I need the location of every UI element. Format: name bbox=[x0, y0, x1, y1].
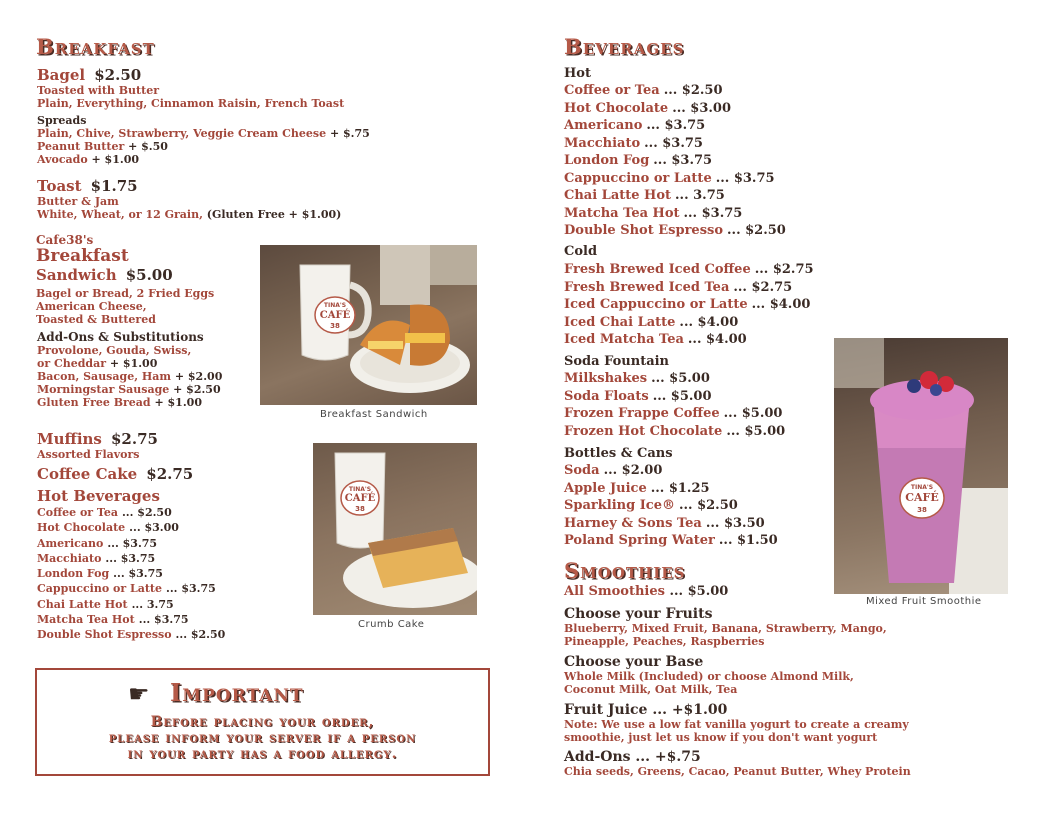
menu-item-price: ... $2.50 bbox=[663, 83, 723, 98]
menu-item-name: Iced Matcha Tea bbox=[564, 332, 684, 347]
cake-illustration bbox=[313, 443, 477, 615]
soda-fountain-menu bbox=[564, 370, 785, 440]
menu-item-price: ... $5.00 bbox=[652, 388, 712, 404]
breakfast-heading: Breakfast bbox=[36, 34, 155, 59]
sandwich-name1: Breakfast bbox=[36, 246, 129, 266]
cake-mug-text-2: CAFÉ bbox=[344, 493, 376, 504]
base-line1: Whole Milk (Included) or choose Almond Milk, bbox=[564, 670, 854, 683]
menu-item-name: Poland Spring Water bbox=[564, 533, 715, 548]
hot-beverages-block bbox=[37, 487, 225, 643]
menu-item bbox=[564, 222, 786, 240]
menu-item-name: Soda Floats bbox=[564, 388, 649, 404]
cold-label: Cold bbox=[564, 244, 598, 259]
menu-item-name: Apple Juice bbox=[564, 480, 647, 496]
beverages-heading: Beverages bbox=[564, 34, 685, 59]
juice-label: Fruit Juice ... +$1.00 bbox=[564, 702, 728, 718]
spreads-line2-price: + $.50 bbox=[128, 140, 168, 153]
addons-line5-price: + $1.00 bbox=[154, 396, 202, 409]
menu-item bbox=[564, 462, 778, 480]
juice-line1: Note: We use a low fat vanilla yogurt to create a creamy bbox=[564, 718, 909, 731]
menu-item-price: ... 3.75 bbox=[675, 188, 725, 203]
menu-item bbox=[37, 612, 225, 627]
sandwich-illustration bbox=[260, 245, 477, 405]
menu-item bbox=[564, 187, 786, 205]
coffeecake-name: Coffee Cake bbox=[37, 465, 138, 483]
menu-item bbox=[564, 296, 814, 314]
menu-item bbox=[564, 82, 786, 100]
menu-item bbox=[564, 405, 785, 423]
menu-item-name: Cappuccino or Latte bbox=[564, 170, 712, 186]
menu-item-name: Coffee or Tea bbox=[564, 83, 660, 98]
menu-item-name: Fresh Brewed Iced Tea bbox=[564, 279, 730, 295]
smoothie-addons-line1: Chia seeds, Greens, Cacao, Peanut Butter, Whey Protein bbox=[564, 765, 911, 778]
menu-item-name: Frozen Frappe Coffee bbox=[564, 406, 720, 421]
menu-item-name: Matcha Tea Hot bbox=[37, 613, 135, 627]
menu-item-price: ... $4.00 bbox=[679, 314, 739, 330]
toast-line2: White, Wheat, or 12 Grain, bbox=[37, 208, 203, 221]
all-smoothies-name: All Smoothies bbox=[564, 584, 665, 599]
toast-price: $1.75 bbox=[90, 177, 138, 195]
menu-item bbox=[564, 170, 786, 188]
menu-item-price: ... $3.75 bbox=[105, 551, 156, 565]
addons-line3: Bacon, Sausage, Ham bbox=[37, 370, 172, 383]
important-line1: Before placing your order, bbox=[150, 714, 375, 730]
sandwich-price: $5.00 bbox=[125, 266, 173, 284]
bottles-menu bbox=[564, 462, 778, 550]
muffins-block bbox=[37, 429, 158, 461]
juice-block bbox=[564, 702, 909, 744]
spreads-block bbox=[37, 114, 370, 166]
important-line3: in your party has a food allergy. bbox=[127, 746, 398, 762]
mug-text-2: CAFÉ bbox=[319, 310, 351, 321]
addons-block bbox=[37, 331, 222, 409]
menu-item-price: ... $2.50 bbox=[727, 223, 786, 238]
spreads-label: Spreads bbox=[37, 114, 87, 127]
menu-item-price: ... $3.75 bbox=[113, 567, 163, 581]
menu-item-price: ... $2.50 bbox=[175, 628, 226, 642]
crumb-cake-photo bbox=[313, 443, 477, 615]
sandwich-line2: American Cheese, bbox=[36, 300, 147, 313]
menu-item-name: Macchiato bbox=[564, 135, 641, 151]
mug-text-1: TINA'S bbox=[323, 302, 347, 309]
menu-item-price: ... $5.00 bbox=[723, 406, 783, 421]
menu-item-name: Chai Latte Hot bbox=[37, 597, 128, 611]
menu-item bbox=[37, 520, 225, 535]
menu-item bbox=[564, 331, 814, 349]
sandwich-name2: Sandwich bbox=[36, 266, 117, 284]
menu-item bbox=[37, 627, 225, 642]
bagel-price: $2.50 bbox=[94, 66, 142, 84]
menu-item bbox=[564, 261, 814, 279]
menu-item-price: ... $2.00 bbox=[603, 463, 663, 478]
menu-item-name: Chai Latte Hot bbox=[564, 188, 672, 203]
cake-caption: Crumb Cake bbox=[358, 619, 425, 630]
menu-item-price: ... $4.00 bbox=[687, 332, 747, 347]
menu-item bbox=[564, 480, 778, 498]
smoothies-heading: Smoothies bbox=[564, 558, 686, 583]
menu-item-name: Milkshakes bbox=[564, 371, 648, 386]
menu-item-price: ... $2.75 bbox=[754, 262, 814, 277]
important-text bbox=[35, 714, 490, 762]
coffeecake-price: $2.75 bbox=[146, 465, 194, 483]
muffins-name: Muffins bbox=[37, 430, 102, 448]
sandwich-block bbox=[36, 234, 214, 326]
menu-item-name: Americano bbox=[564, 118, 643, 133]
menu-item bbox=[564, 205, 786, 223]
addons-line4: Morningstar Sausage bbox=[37, 383, 170, 396]
soda-label: Soda Fountain bbox=[564, 354, 670, 369]
fruits-block bbox=[564, 606, 887, 648]
toast-line2-extra: (Gluten Free + $1.00) bbox=[206, 208, 342, 221]
smoothie-caption: Mixed Fruit Smoothie bbox=[866, 596, 982, 607]
addons-line2-price: + $1.00 bbox=[109, 357, 158, 370]
addons-label: Add-Ons & Substitutions bbox=[37, 330, 204, 344]
menu-item-name: Hot Chocolate bbox=[564, 100, 669, 116]
toast-block bbox=[37, 176, 341, 221]
smoothie-cup-text-3: 38 bbox=[917, 506, 927, 514]
menu-item-name: Frozen Hot Chocolate bbox=[564, 423, 723, 439]
menu-item bbox=[37, 581, 225, 596]
menu-item-price: ... $5.00 bbox=[726, 423, 786, 439]
addons-line3-price: + $2.00 bbox=[174, 370, 223, 383]
muffins-line1: Assorted Flavors bbox=[37, 448, 140, 461]
bagel-block bbox=[37, 65, 344, 110]
menu-item-name: London Fog bbox=[564, 153, 650, 168]
addons-line2: or Cheddar bbox=[37, 357, 107, 370]
menu-item-name: Macchiato bbox=[37, 551, 102, 565]
menu-item-price: ... $3.75 bbox=[683, 205, 743, 221]
sandwich-pre: Cafe38's bbox=[36, 233, 94, 247]
hot-beverages-list bbox=[37, 505, 225, 643]
juice-line2: smoothie, just let us know if you don't want yogurt bbox=[564, 731, 878, 744]
menu-item-name: Americano bbox=[37, 536, 104, 550]
menu-item bbox=[564, 532, 778, 550]
spreads-line3: Avocado bbox=[37, 153, 88, 166]
menu-item bbox=[564, 515, 778, 533]
menu-item-name: Double Shot Espresso bbox=[564, 223, 724, 238]
menu-item-price: ... $2.50 bbox=[678, 498, 738, 513]
menu-item-price: ... $3.50 bbox=[705, 515, 765, 531]
menu-item-price: ... $3.75 bbox=[653, 153, 713, 168]
coffeecake-block bbox=[37, 464, 193, 483]
all-smoothies-line bbox=[564, 584, 728, 599]
menu-item-name: Harney & Sons Tea bbox=[564, 515, 702, 531]
menu-item-name: Iced Cappuccino or Latte bbox=[564, 297, 748, 312]
menu-item-price: ... $3.00 bbox=[129, 521, 179, 535]
menu-item bbox=[564, 279, 814, 297]
menu-item-price: ... $5.00 bbox=[651, 371, 710, 386]
bagel-line2: Plain, Everything, Cinnamon Raisin, French Toast bbox=[37, 97, 345, 110]
mug-text-3: 38 bbox=[330, 322, 340, 330]
menu-item-price: ... $1.25 bbox=[650, 480, 710, 496]
menu-item-name: Iced Chai Latte bbox=[564, 314, 676, 330]
menu-item-price: ... $1.50 bbox=[718, 533, 778, 548]
menu-item-price: ... 3.75 bbox=[131, 597, 174, 611]
fruits-label: Choose your Fruits bbox=[564, 606, 713, 622]
base-line2: Coconut Milk, Oat Milk, Tea bbox=[564, 683, 738, 696]
bagel-line1: Toasted with Butter bbox=[37, 84, 159, 97]
smoothie-cup-text-1: TINA'S bbox=[910, 484, 934, 491]
menu-item bbox=[37, 551, 225, 566]
menu-item-name: Sparkling Ice® bbox=[564, 498, 675, 513]
sandwich-line1: Bagel or Bread, 2 Fried Eggs bbox=[36, 287, 215, 300]
menu-item bbox=[564, 117, 786, 135]
menu-item bbox=[37, 536, 225, 551]
toast-line1: Butter & Jam bbox=[37, 195, 119, 208]
bottles-label: Bottles & Cans bbox=[564, 446, 673, 461]
bagel-name: Bagel bbox=[37, 66, 86, 84]
menu-item bbox=[564, 370, 785, 388]
menu-item-name: Soda bbox=[564, 463, 600, 478]
menu-item-name: London Fog bbox=[37, 567, 110, 581]
addons-line5: Gluten Free Bread bbox=[37, 396, 151, 409]
menu-item bbox=[564, 388, 785, 406]
cake-mug-text-3: 38 bbox=[355, 505, 365, 513]
sandwich-line3: Toasted & Buttered bbox=[36, 313, 156, 326]
menu-item-name: Matcha Tea Hot bbox=[564, 205, 680, 221]
menu-item bbox=[37, 597, 225, 612]
important-line2: please inform your server if a person bbox=[108, 730, 417, 746]
addons-line1: Provolone, Gouda, Swiss, bbox=[37, 344, 192, 357]
hot-label: Hot bbox=[564, 66, 591, 81]
menu-item-price: ... $2.50 bbox=[121, 506, 172, 519]
menu-item bbox=[564, 152, 786, 170]
spreads-line1: Plain, Chive, Strawberry, Veggie Cream Cheese bbox=[37, 127, 327, 140]
menu-item bbox=[564, 497, 778, 515]
menu-item-price: ... $3.75 bbox=[644, 135, 703, 151]
menu-item-name: Coffee or Tea bbox=[37, 506, 118, 519]
menu-item-name: Fresh Brewed Iced Coffee bbox=[564, 262, 751, 277]
muffins-price: $2.75 bbox=[110, 430, 158, 448]
menu-item-price: ... $3.75 bbox=[166, 582, 216, 596]
fruits-line1: Blueberry, Mixed Fruit, Banana, Strawberry, Mango, bbox=[564, 622, 887, 635]
base-block bbox=[564, 654, 854, 696]
all-smoothies-price: ... $5.00 bbox=[669, 584, 729, 599]
menu-item-price: ... $3.75 bbox=[107, 536, 158, 550]
sandwich-caption: Breakfast Sandwich bbox=[320, 409, 428, 420]
smoothie-photo bbox=[834, 338, 1008, 594]
smoothie-addons-block bbox=[564, 749, 911, 778]
menu-item-name: Cappuccino or Latte bbox=[37, 582, 162, 596]
menu-item bbox=[37, 505, 225, 520]
menu-item-price: ... $3.75 bbox=[138, 613, 189, 627]
addons-line4-price: + $2.50 bbox=[173, 383, 221, 396]
menu-item bbox=[564, 135, 786, 153]
cake-mug-text-1: TINA'S bbox=[348, 486, 372, 493]
smoothie-addons-label: Add-Ons ... +$.75 bbox=[564, 749, 701, 765]
menu-item-price: ... $3.75 bbox=[715, 170, 775, 186]
smoothie-cup-text-2: CAFÉ bbox=[905, 491, 939, 504]
menu-item-price: ... $3.00 bbox=[672, 100, 731, 116]
menu-item bbox=[37, 566, 225, 581]
important-title: Important bbox=[170, 678, 304, 707]
menu-item-price: ... $3.75 bbox=[646, 118, 706, 133]
menu-item bbox=[564, 314, 814, 332]
spreads-line2: Peanut Butter bbox=[37, 140, 125, 153]
menu-item bbox=[564, 100, 786, 118]
pointing-hand-icon: ☛ bbox=[128, 680, 150, 708]
base-label: Choose your Base bbox=[564, 654, 704, 670]
fruits-line2: Pineapple, Peaches, Raspberries bbox=[564, 635, 765, 648]
smoothie-illustration bbox=[834, 338, 1008, 594]
menu-item bbox=[564, 423, 785, 441]
spreads-line1-price: + $.75 bbox=[329, 127, 370, 140]
cold-beverages-menu bbox=[564, 261, 814, 349]
breakfast-sandwich-photo bbox=[260, 245, 477, 405]
spreads-line3-price: + $1.00 bbox=[91, 153, 140, 166]
menu-item-price: ... $4.00 bbox=[751, 297, 811, 312]
menu-item-price: ... $2.75 bbox=[733, 279, 793, 295]
menu-item-name: Hot Chocolate bbox=[37, 521, 126, 535]
hot-beverages-name: Hot Beverages bbox=[37, 487, 160, 505]
toast-name: Toast bbox=[37, 177, 82, 195]
menu-item-name: Double Shot Espresso bbox=[37, 628, 172, 642]
hot-beverages-menu bbox=[564, 82, 786, 240]
